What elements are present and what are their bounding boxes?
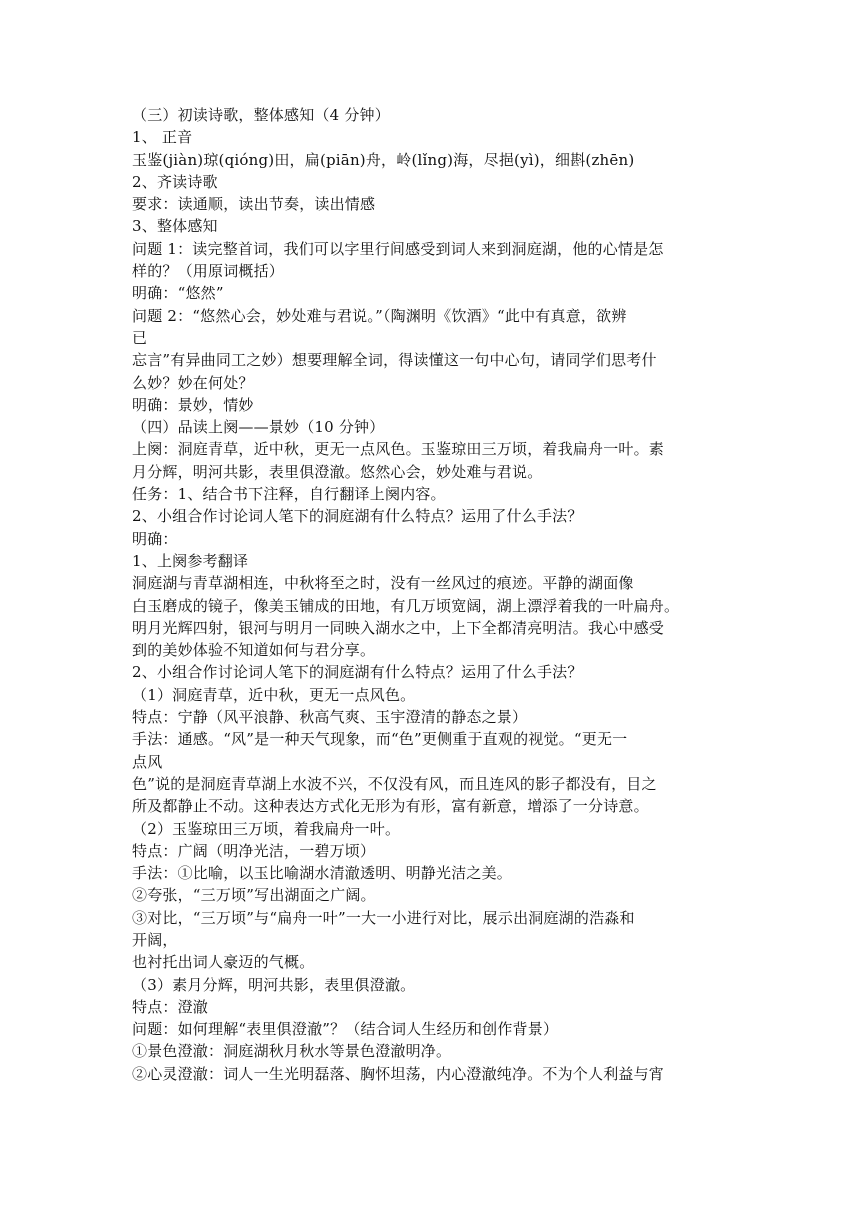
text-line: 问题 1：读完整首词，我们可以字里行间感受到词人来到洞庭湖，他的心情是怎 [132,239,664,258]
text-line: （3）素月分辉，明河共影，表里俱澄澈。 [132,975,416,994]
text-line: 问题：如何理解“表里俱澄澈”？（结合词人生经历和创作背景） [132,1020,559,1039]
section-heading-3: （三）初读诗歌，整体感知（4 分钟） [132,106,390,124]
text-line: 到的美妙体验不知道如何与君分享。 [132,641,376,660]
text-line: 月分辉，明河共影，表里俱澄澈。悠然心会，妙处难与君说。 [132,462,543,481]
text-line: 也衬托出词人豪迈的气概。 [132,953,315,972]
text-line: 开阔， [132,930,178,949]
text-line: 样的？（用原词概括） [132,262,285,281]
text-line: ①景色澄澈：洞庭湖秋月秋水等景色澄澈明净。 [132,1042,452,1061]
text-line: 么妙？妙在何处？ [132,373,254,392]
text-line: 明月光辉四射，银河与明月一同映入湖水之中，上下全都清亮明洁。我心中感受 [132,618,665,637]
text-line: 忘言”有异曲同工之妙）想要理解全词，得读懂这一句中心句，请同学们思考什 [132,351,657,370]
text-line: 上阕：洞庭青草，近中秋，更无一点风色。玉鉴琼田三万顷，着我扁舟一叶。素 [132,440,665,459]
text-line: 1、 正音 [132,128,193,147]
text-line: 明确： [132,529,178,548]
text-line: 白玉磨成的镜子，像美玉铺成的田地，有几万顷宽阔，湖上漂浮着我的一叶扁舟。 [132,596,680,615]
text-line: 3、整体感知 [132,217,218,236]
text-line: 要求：读通顺，读出节奏，读出情感 [132,195,376,214]
text-line: 色”说的是洞庭青草湖上水波不兴，不仅没有风，而且连风的影子都没有，目之 [132,774,657,793]
document-body [132,104,742,1085]
text-line: 特点：宁静（风平浪静、秋高气爽、玉宇澄清的静态之景） [132,708,528,727]
text-line: ②心灵澄澈：词人一生光明磊落、胸怀坦荡，内心澄澈纯净。不为个人利益与宵 [132,1064,665,1083]
text-line: 1、上阕参考翻译 [132,551,249,570]
text-line: 特点：澄澈 [132,997,209,1016]
text-line: （2）玉鉴琼田三万顷，着我扁舟一叶。 [132,819,401,838]
text-line: 特点：广阔（明净光洁，一碧万顷） [132,841,376,860]
text-line: 明确：“悠然” [132,284,224,303]
text-line: ③对比，“三万顷”与“扁舟一叶”一大一小进行对比，展示出洞庭湖的浩淼和 [132,908,635,927]
text-line: 所及都静止不动。这种表达方式化无形为有形，富有新意，增添了一分诗意。 [132,797,649,816]
text-line: 手法：①比喻，以玉比喻湖水清澈透明、明静光洁之美。 [132,864,513,883]
text-line: 2、齐读诗歌 [132,172,218,191]
section-heading-4: （四）品读上阕——景妙（10 分钟） [132,418,385,437]
text-line: 点风 [132,752,163,771]
text-line: 任务：1、结合书下注释，自行翻译上阕内容。 [132,485,446,504]
text-line: 玉鉴(jiàn)琼(qióng)田，扁(piān)舟，岭(lǐng)海，尽挹(yì)，细斟(zhēn) [132,150,635,169]
text-line: 明确：景妙，情妙 [132,395,254,414]
text-line: （1）洞庭青草，近中秋，更无一点风色。 [132,685,416,704]
text-line: 2、小组合作讨论词人笔下的洞庭湖有什么特点？运用了什么手法？ [132,663,583,682]
text-line: 问题 2：“悠然心会，妙处难与君说。”（陶渊明《饮酒》“此中有真意，欲辨 [132,306,627,325]
text-line: 2、小组合作讨论词人笔下的洞庭湖有什么特点？运用了什么手法？ [132,507,583,526]
text-line: 已 [132,328,148,347]
text-line: ②夸张，“三万顷”写出湖面之广阔。 [132,886,376,905]
text-line: 洞庭湖与青草湖相连，中秋将至之时，没有一丝风过的痕迹。平静的湖面像 [132,574,634,593]
text-line: 手法：通感。“风”是一种天气现象，而“色”更侧重于直观的视觉。“更无一 [132,730,628,749]
